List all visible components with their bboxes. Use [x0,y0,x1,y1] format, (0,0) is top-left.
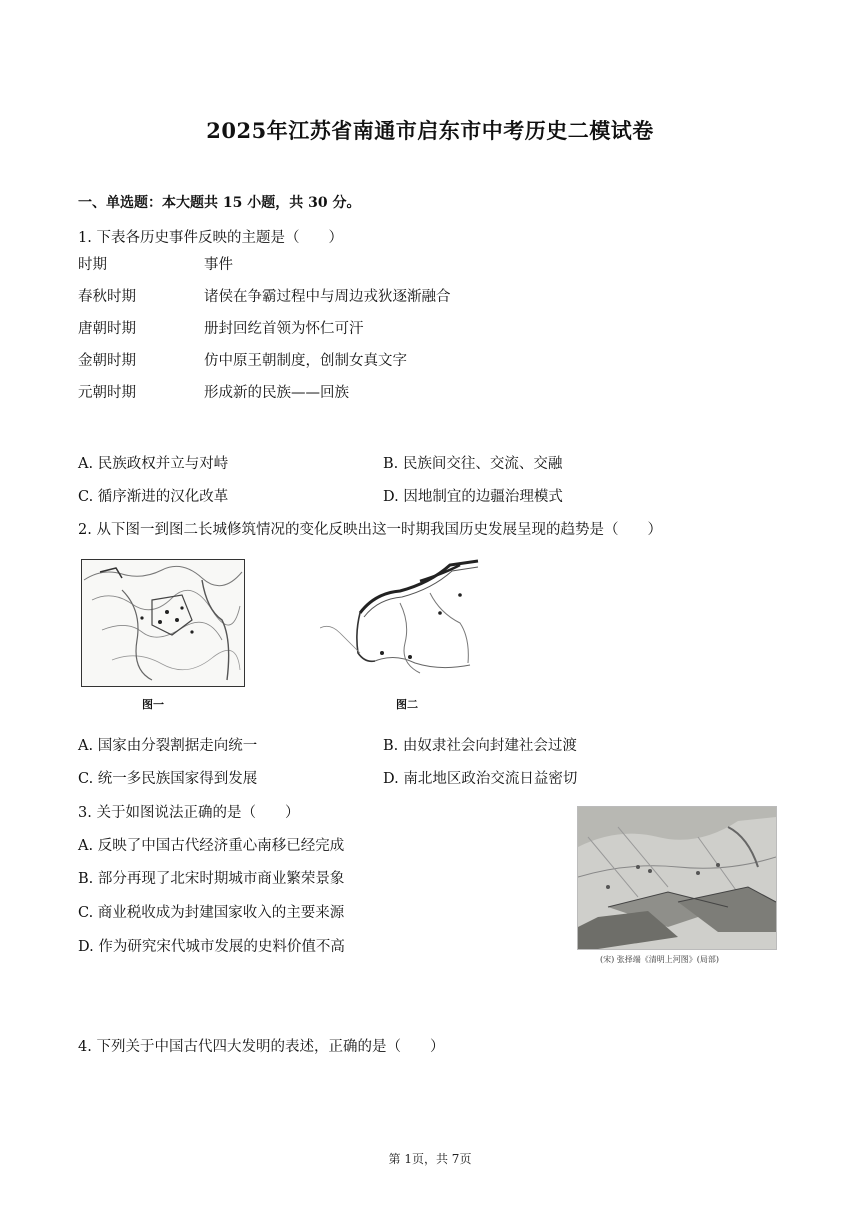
table-row-period: 唐朝时期 [78,321,136,337]
question-3-stem: 3. 关于如图说法正确的是（ ） [78,805,300,821]
figure-2-caption: 图二 [396,698,418,711]
table-row-period: 元朝时期 [78,385,136,401]
table-row-event: 诸侯在争霸过程中与周边戎狄逐渐融合 [204,289,451,305]
map-figure-1-drawing [82,560,244,686]
question-3-option-d[interactable]: D. 作为研究宋代城市发展的史料价值不高 [78,939,345,955]
question-1-option-d[interactable]: D. 因地制宜的边疆治理模式 [383,489,563,505]
table-row-period: 金朝时期 [78,353,136,369]
painting-caption: (宋) 张择端《清明上河图》(局部) [600,955,720,964]
table-header-event: 事件 [204,257,233,273]
question-2-stem: 2. 从下图一到图二长城修筑情况的变化反映出这一时期我国历史发展呈现的趋势是（ ） [78,522,662,538]
question-1-stem: 1. 下表各历史事件反映的主题是（ ） [78,230,343,246]
question-2-option-a[interactable]: A. 国家由分裂割据走向统一 [78,738,258,754]
section-heading: 一、单选题：本大题共 15 小题，共 30 分。 [78,195,361,211]
map-figure-1 [81,559,245,687]
question-1-option-b[interactable]: B. 民族间交往、交流、交融 [383,456,563,472]
table-header-period: 时期 [78,257,107,273]
question-1-option-a[interactable]: A. 民族政权并立与对峙 [78,456,229,472]
table-row-event: 册封回纥首领为怀仁可汗 [204,321,364,337]
question-3-option-c[interactable]: C. 商业税收成为封建国家收入的主要来源 [78,905,345,921]
map-figure-2-drawing [320,553,480,683]
page-footer: 第 1页，共 7页 [388,1152,472,1166]
question-3-option-a[interactable]: A. 反映了中国古代经济重心南移已经完成 [78,838,345,854]
painting-image [577,806,777,950]
question-3-option-b[interactable]: B. 部分再现了北宋时期城市商业繁荣景象 [78,871,345,887]
question-2-option-c[interactable]: C. 统一多民族国家得到发展 [78,771,258,787]
question-2-option-b[interactable]: B. 由奴隶社会向封建社会过渡 [383,738,577,754]
table-row-event: 形成新的民族——回族 [204,385,349,401]
question-2-option-d[interactable]: D. 南北地区政治交流日益密切 [383,771,578,787]
figure-1-caption: 图一 [142,698,164,711]
question-4-stem: 4. 下列关于中国古代四大发明的表述，正确的是（ ） [78,1039,445,1055]
painting-drawing [578,807,776,949]
question-1-option-c[interactable]: C. 循序渐进的汉化改革 [78,489,229,505]
table-row-event: 仿中原王朝制度，创制女真文字 [204,353,407,369]
table-row-period: 春秋时期 [78,289,136,305]
page-title: 2025年江苏省南通市启东市中考历史二模试卷 [206,118,654,143]
map-figure-2 [320,553,480,683]
